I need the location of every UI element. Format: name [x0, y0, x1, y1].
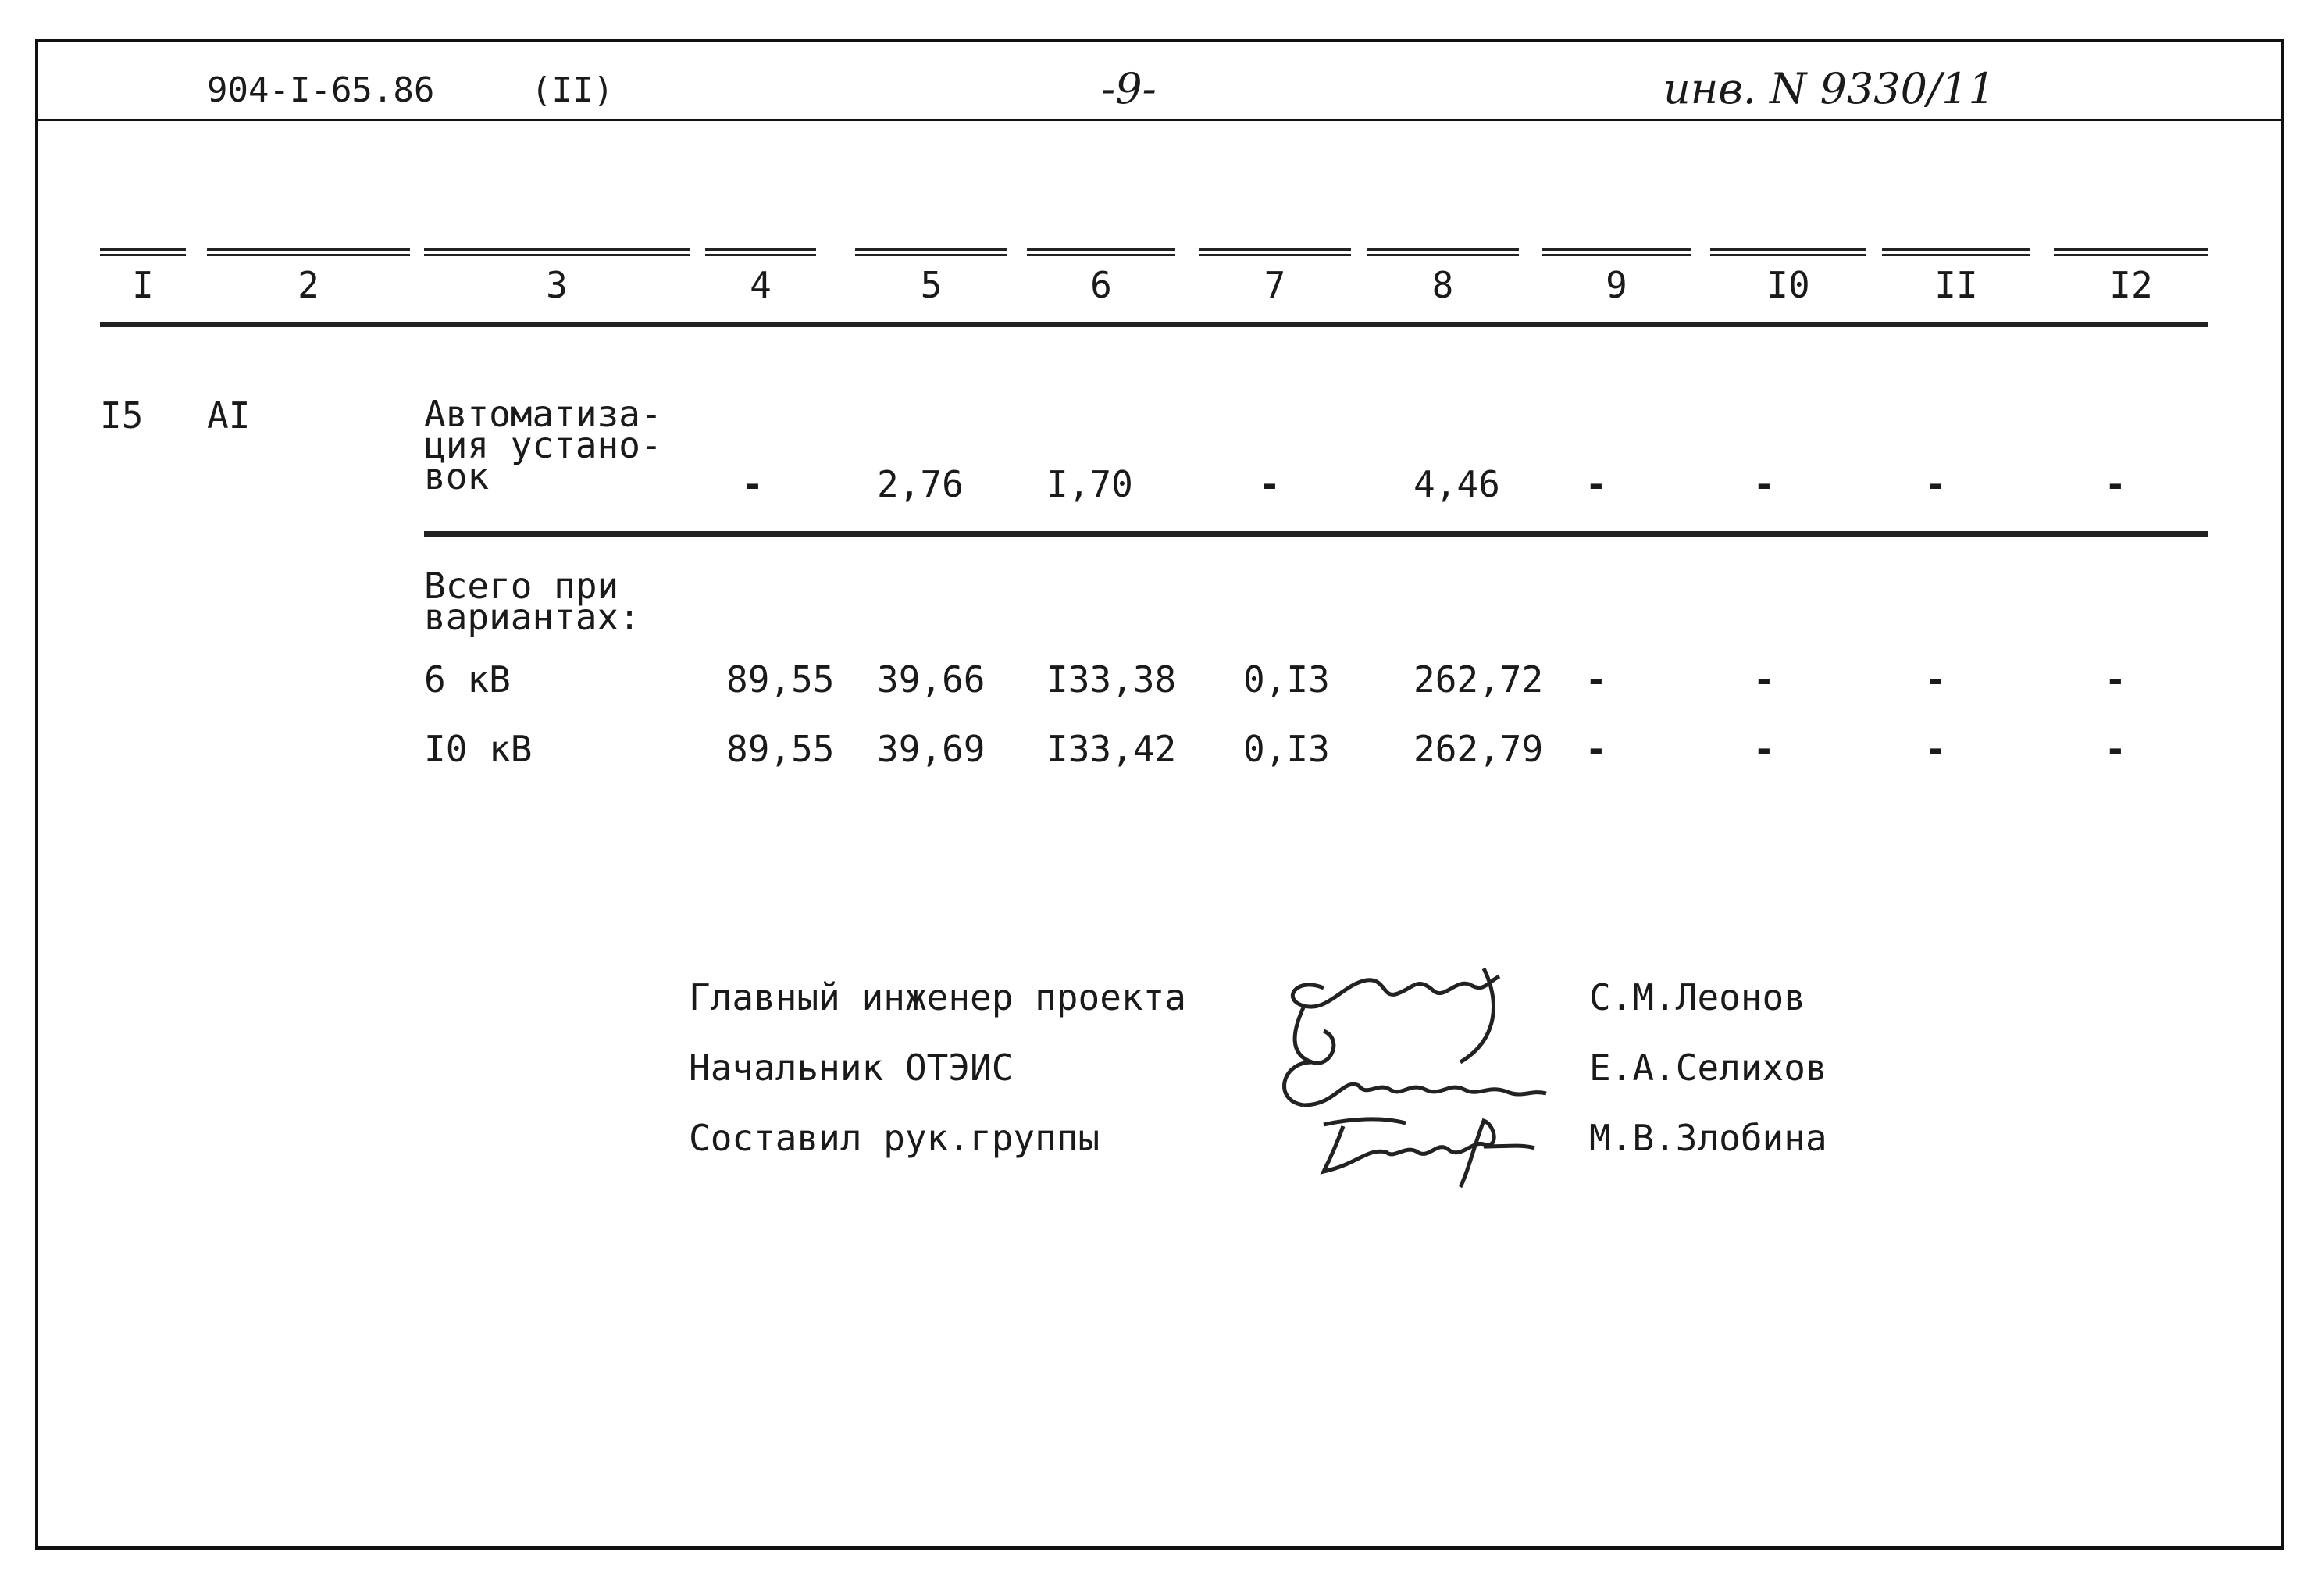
page-number: -9- — [1101, 64, 1157, 113]
row15-cell: - — [1585, 463, 1607, 505]
inventory-number: инв. N 9330/11 — [1663, 64, 1995, 113]
column-header-rule — [2054, 248, 2208, 251]
column-header-rule — [424, 248, 690, 251]
column-header-label: 2 — [298, 264, 319, 306]
name-zlobina: М.В.Злобина — [1589, 1117, 1827, 1159]
totals-6kv-cell: - — [1753, 658, 1775, 701]
column-header-rule — [855, 248, 1007, 251]
name-selikhov: Е.А.Селихов — [1589, 1047, 1827, 1089]
row-name — [424, 393, 662, 497]
totals-10kv-cell: 39,69 — [877, 728, 986, 770]
column-header-rule — [1542, 248, 1691, 251]
totals-row-label-6kv: 6 кВ — [424, 658, 511, 701]
header-divider — [35, 119, 2284, 121]
totals-6kv-cell: 89,55 — [726, 658, 835, 701]
totals-title — [424, 565, 640, 638]
header-bottom-rule — [100, 322, 2208, 327]
totals-10kv-cell: 262,79 — [1413, 728, 1544, 770]
column-header-label: 5 — [920, 264, 943, 306]
role-head-otei: Начальник ОТЭИС — [689, 1047, 1014, 1089]
totals-title-line: Всего при — [424, 565, 619, 607]
signature-leonov — [1292, 968, 1499, 1063]
role-compiled-by: Составил рук.группы — [689, 1117, 1100, 1159]
row-name-line: вок — [424, 455, 490, 497]
signature-zlobina — [1324, 1119, 1534, 1187]
column-header-rule — [1199, 248, 1351, 251]
totals-6kv-cell: - — [1925, 658, 1947, 701]
row15-cell: I,70 — [1046, 463, 1133, 505]
column-header-label: 4 — [750, 264, 772, 306]
row15-cell: - — [1753, 463, 1775, 505]
column-header-label: 6 — [1090, 264, 1112, 306]
column-header-rule — [1027, 248, 1175, 251]
totals-6kv-cell: - — [2105, 658, 2126, 701]
totals-10kv-cell: - — [2105, 728, 2126, 770]
row15-cell: - — [742, 463, 764, 505]
handwritten-signatures — [1249, 945, 1609, 1195]
column-header-label: 7 — [1264, 264, 1286, 306]
totals-10kv-cell: I33,42 — [1046, 728, 1177, 770]
column-header-label: 9 — [1606, 264, 1627, 306]
totals-6kv-cell: - — [1585, 658, 1607, 701]
row15-cell: - — [1259, 463, 1281, 505]
column-header-rule — [100, 248, 186, 251]
column-header-label: 8 — [1431, 264, 1454, 306]
row-name-line: Автоматиза- — [424, 393, 662, 435]
column-header-rule — [1882, 248, 2030, 251]
row-name-line: ция устано- — [424, 424, 662, 466]
name-leonov: С.М.Леонов — [1589, 976, 1805, 1018]
column-header-rule — [1367, 248, 1519, 251]
row15-cell: 2,76 — [877, 463, 964, 505]
row15-bottom-rule — [424, 531, 2208, 537]
column-header-label: I0 — [1766, 264, 1810, 306]
totals-10kv-cell: 0,I3 — [1243, 728, 1330, 770]
totals-10kv-cell: - — [1925, 728, 1947, 770]
totals-row-label-10kv: I0 кВ — [424, 728, 533, 770]
totals-10kv-cell: 89,55 — [726, 728, 835, 770]
row-number: I5 — [100, 394, 144, 437]
row15-cell: - — [1925, 463, 1947, 505]
totals-6kv-cell: 39,66 — [877, 658, 986, 701]
row-code: AI — [207, 394, 251, 437]
column-header-label: I — [132, 264, 154, 306]
column-header-rule — [1710, 248, 1866, 251]
column-header-rule — [705, 248, 816, 251]
column-header-label: I2 — [2109, 264, 2153, 306]
totals-10kv-cell: - — [1753, 728, 1775, 770]
signature-selikhov — [1285, 1062, 1546, 1105]
totals-6kv-cell: 262,72 — [1413, 658, 1544, 701]
totals-10kv-cell: - — [1585, 728, 1607, 770]
column-header-label: 3 — [546, 264, 568, 306]
doc-code: 904-I-65.86 — [207, 70, 435, 110]
row15-cell: - — [2105, 463, 2126, 505]
totals-6kv-cell: 0,I3 — [1243, 658, 1330, 701]
column-header-rule — [207, 248, 410, 251]
role-chief-engineer: Главный инженер проекта — [689, 976, 1186, 1018]
totals-title-line: вариантах: — [424, 596, 640, 638]
section-label: (II) — [531, 70, 614, 110]
totals-6kv-cell: I33,38 — [1046, 658, 1177, 701]
row15-cell: 4,46 — [1413, 463, 1500, 505]
column-header-label: II — [1934, 264, 1978, 306]
